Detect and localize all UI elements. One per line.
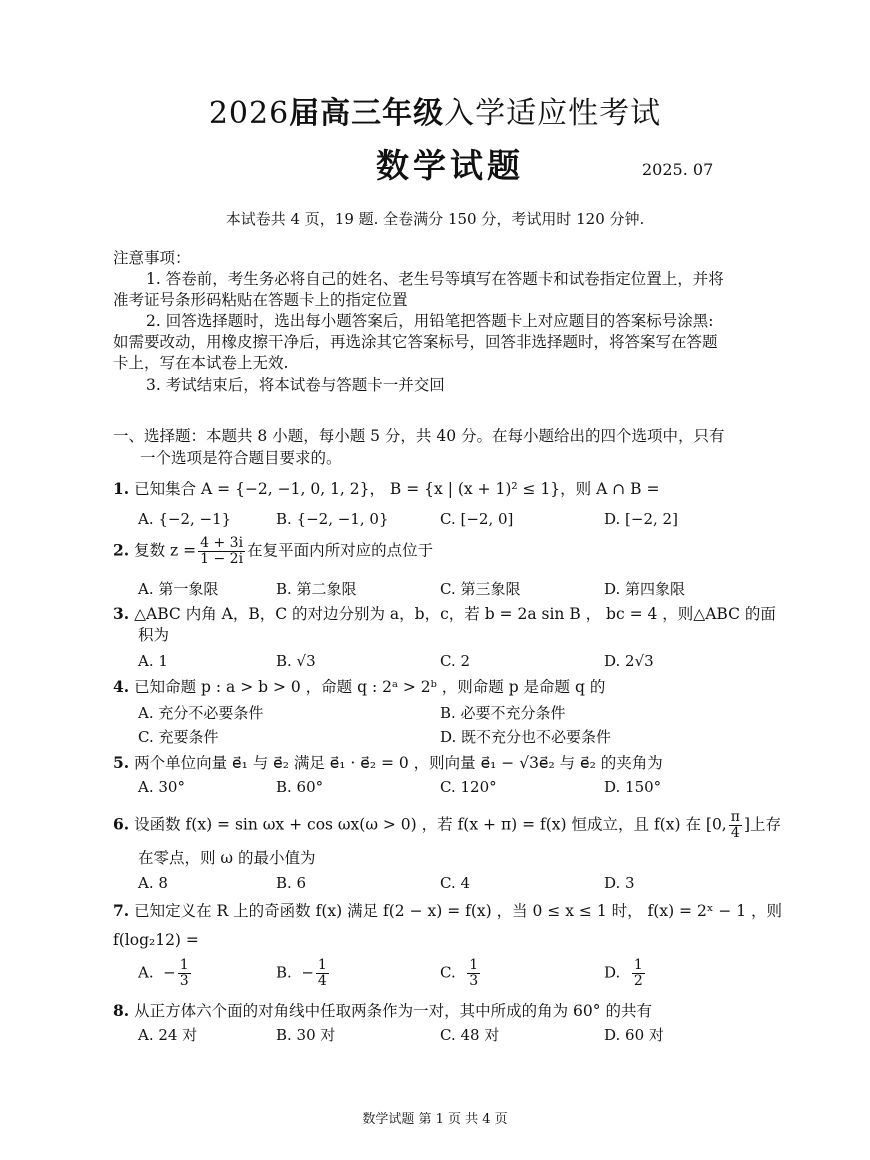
q6-option-d: D. 3 (604, 874, 635, 892)
section-heading-cont: 一个选项是符合题目要求的。 (140, 449, 342, 467)
note-1a: 1. 答卷前，考生务必将自己的姓名、老生号等填写在答题卡和试卷指定位置上，并将 (146, 270, 724, 288)
q2-option-d: D. 第四象限 (604, 580, 686, 598)
q6-stem-cont: 在零点，则 ω 的最小值为 (138, 849, 316, 867)
q6-option-a: A. 8 (138, 874, 168, 892)
q2-option-b: B. 第二象限 (276, 580, 357, 598)
q4-option-a: A. 充分不必要条件 (138, 704, 264, 722)
q1-option-d: D. [−2, 2] (604, 510, 678, 528)
q3-stem: 3. △ABC 内角 A，B，C 的对边分别为 a，b，c，若 b = 2a sin B ， bc = 4 ，则△ABC 的面 (113, 604, 776, 623)
q7-option-c: C. $\frac{1}{3}$ (440, 957, 479, 989)
q4-option-d: D. 既不充分也不必要条件 (440, 728, 612, 746)
note-1b: 准考证号条形码粘贴在答题卡上的指定位置 (113, 291, 408, 309)
q7-stem: 7. 已知定义在 R 上的奇函数 f(x) 满足 f(2 − x) = f(x) ，当 0 ≤ x ≤ 1 时， f(x) = 2ˣ − 1 ，则 (113, 901, 783, 920)
note-2a: 2. 回答选择题时，选出每小题答案后，用铅笔把答题卡上对应题目的答案标号涂黑: (146, 312, 714, 330)
q5-option-c: C. 120° (440, 778, 497, 796)
exam-title: 2026届高三年级入学适应性考试 (208, 96, 662, 131)
q6-option-b: B. 6 (276, 874, 307, 892)
q7-option-d: D. $\frac{1}{2}$ (604, 957, 643, 989)
q5-option-b: B. 60° (276, 778, 324, 796)
q3-option-d: D. 2√3 (604, 652, 654, 670)
q7-option-b: B. − $\frac{1}{4}$ (276, 957, 327, 989)
q3-option-a: A. 1 (138, 652, 168, 670)
q4-option-c: C. 充要条件 (138, 728, 219, 746)
notes-heading: 注意事项： (113, 249, 191, 267)
q5-option-d: D. 150° (604, 778, 662, 796)
q2-option-a: A. 第一象限 (138, 580, 219, 598)
section-heading: 一、选择题：本题共 8 小题，每小题 5 分，共 40 分。在每小题给出的四个选项中，只有 (113, 427, 725, 445)
q3-option-c: C. 2 (440, 652, 471, 670)
q2-fraction: $\frac{4 + 3i}{1 - 2i}$ (200, 535, 244, 567)
q1-option-b: B. {−2, −1, 0} (276, 510, 389, 528)
q6-stem: 6. 设函数 f(x) = sin ωx + cos ωx(ω > 0) ，若 f(x + π) = f(x) 恒成立，且 f(x) 在 [0, $\frac{\pi}{4}$ ]上存 (113, 809, 782, 841)
q3-stem-cont: 积为 (138, 626, 170, 644)
q7-stem-cont: f(log₂12) = (113, 931, 199, 949)
q6-option-c: C. 4 (440, 874, 471, 892)
subject-title: 数学试题 (376, 146, 524, 185)
q1-stem: 1. 已知集合 A = {−2, −1, 0, 1, 2}， B = {x | (x + 1)² ≤ 1}，则 A ∩ B = (113, 479, 660, 498)
exam-info: 本试卷共 4 页，19 题. 全卷满分 150 分，考试用时 120 分钟. (225, 210, 645, 228)
q2-stem: 2. 复数 z = $\frac{4 + 3i}{1 - 2i}$ 在复平面内所对应的点位于 (113, 535, 434, 567)
q8-option-c: C. 48 对 (440, 1026, 500, 1044)
q8-stem: 8. 从正方体六个面的对角线中任取两条作为一对，其中所成的角为 60° 的共有 (113, 1001, 652, 1020)
q4-stem: 4. 已知命题 p : a > b > 0 ，命题 q : 2ᵃ > 2ᵇ ，则命题 p 是命题 q 的 (113, 677, 606, 696)
q1-option-c: C. [−2, 0] (440, 510, 514, 528)
q5-stem: 5. 两个单位向量 e⃗₁ 与 e⃗₂ 满足 e⃗₁ · e⃗₂ = 0 ，则向量 e⃗₁ − √3e⃗₂ 与 e⃗₂ 的夹角为 (113, 753, 663, 772)
q4-option-b: B. 必要不充分条件 (440, 704, 566, 722)
q8-option-a: A. 24 对 (138, 1026, 198, 1044)
note-3: 3. 考试结束后，将本试卷与答题卡一并交回 (146, 376, 445, 394)
q3-option-b: B. √3 (276, 652, 316, 670)
q1-option-a: A. {−2, −1} (138, 510, 232, 528)
exam-date: 2025. 07 (642, 160, 714, 179)
note-2c: 卡上，写在本试卷上无效. (113, 354, 289, 372)
page-footer: 数学试题 第 1 页 共 4 页 (362, 1112, 508, 1127)
q8-option-b: B. 30 对 (276, 1026, 336, 1044)
q7-option-a: A. − $\frac{1}{3}$ (138, 957, 189, 989)
note-2b: 如需要改动，用橡皮擦干净后，再选涂其它答案标号，回答非选择题时，将答案写在答题 (113, 333, 718, 351)
q6-interval-fraction: $\frac{\pi}{4}$ (730, 809, 740, 841)
q5-option-a: A. 30° (138, 778, 185, 796)
q8-option-d: D. 60 对 (604, 1026, 664, 1044)
q2-option-c: C. 第三象限 (440, 580, 521, 598)
